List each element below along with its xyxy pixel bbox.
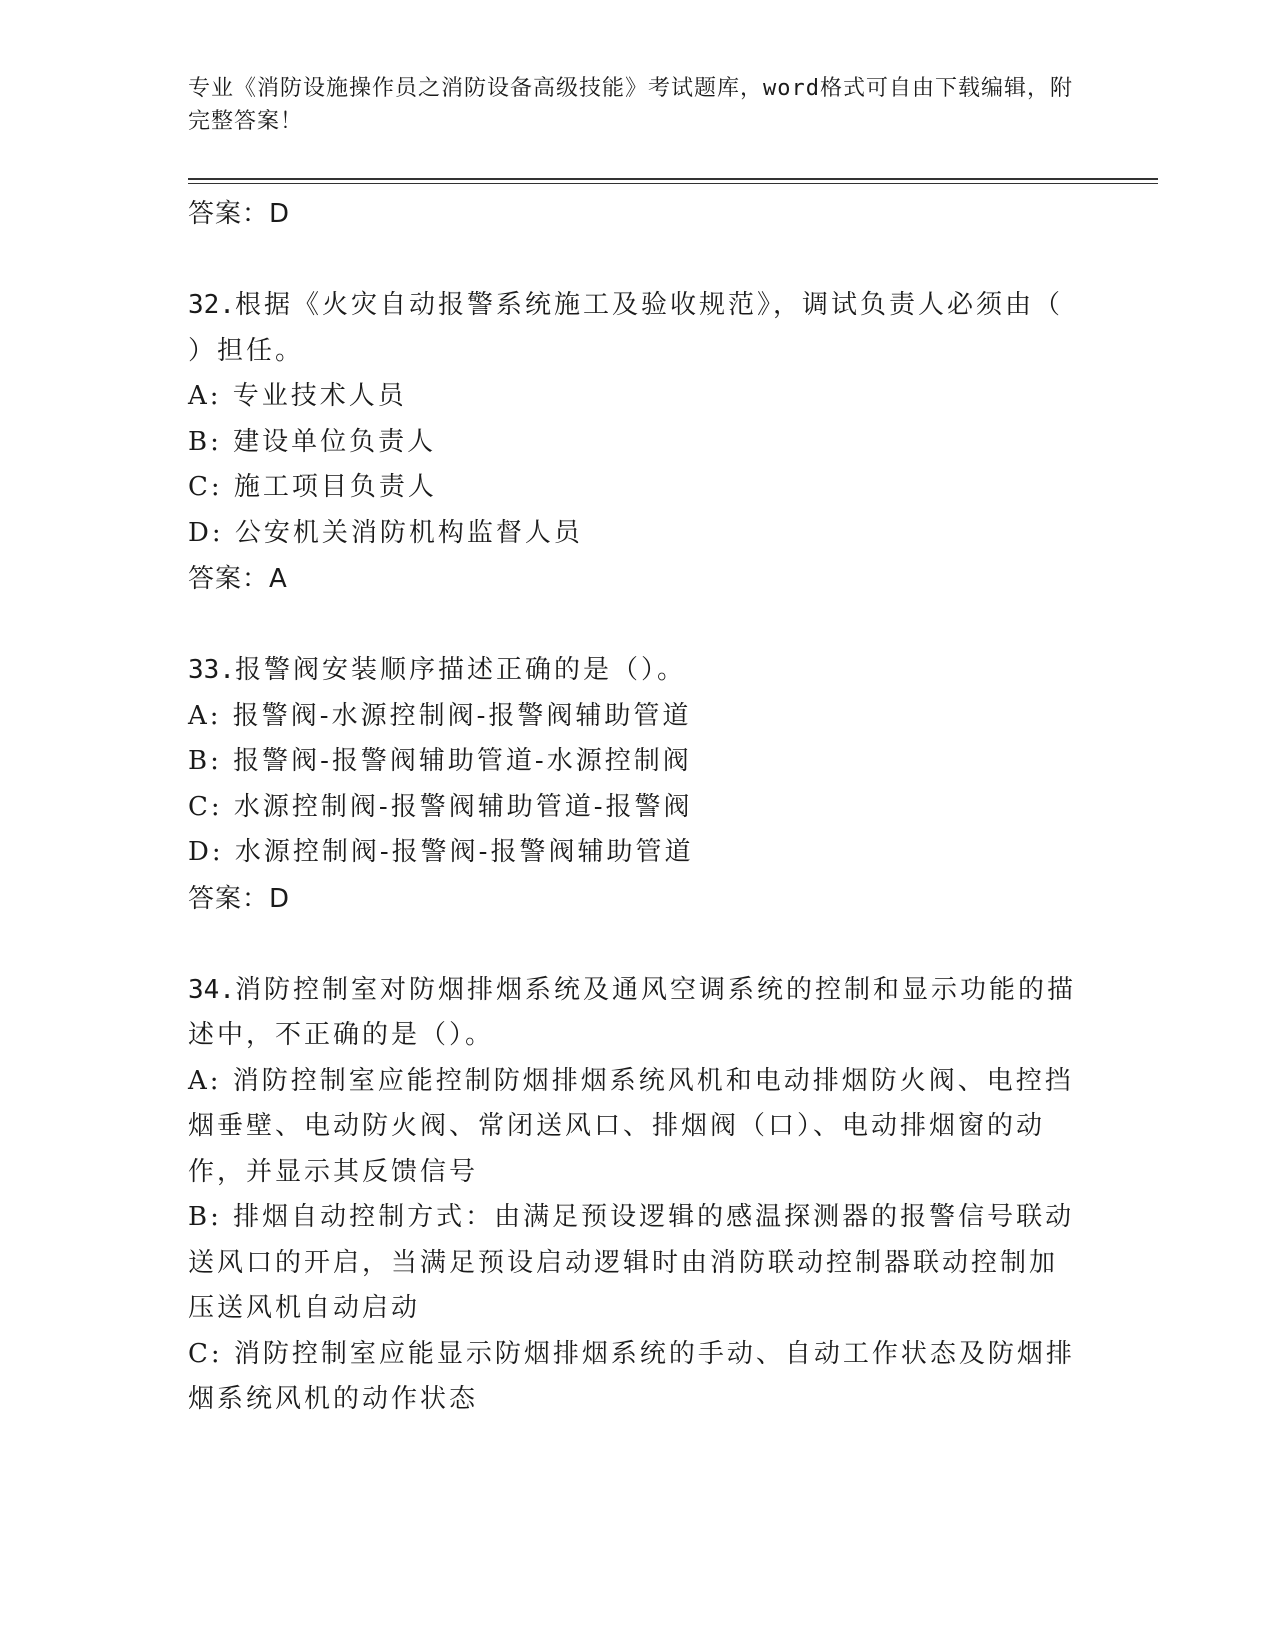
option-b: B: 建设单位负责人 [188,426,437,457]
question-number: 34. [188,974,235,1005]
question-number: 33. [188,655,235,685]
question-text [188,283,1078,374]
question-34 [188,968,1158,1423]
question-32 [188,283,1158,602]
answer-line: 答案：D [188,883,291,914]
option-a: A: 消防控制室应能控制防烟排烟系统风机和电动排烟防火阀、电控挡烟垂壁、电动防火阀、常闭送风口、排烟阀（口）、电动排烟窗的动作，并显示其反馈信号 [188,1065,1074,1187]
question-number: 32. [188,290,235,320]
previous-answer: 答案：D [188,199,291,229]
option-d: D: 水源控制阀-报警阀-报警阀辅助管道 [188,837,694,867]
option-a: A: 报警阀-水源控制阀-报警阀辅助管道 [188,700,692,731]
option-a: A: 专业技术人员 [188,381,407,411]
question-body: 报警阀安装顺序描述正确的是（）。 [234,655,686,685]
option-c: C: 施工项目负责人 [188,472,437,502]
question-33 [188,648,1158,922]
header-divider [188,178,1158,184]
option-b: B: 排烟自动控制方式：由满足预设逻辑的感温探测器的报警信号联动送风口的开启，当满足预设启动逻辑时由消防联动控制器联动控制加压送风机自动启动 [188,1202,1075,1323]
document-page [188,72,1158,1423]
question-body: 消防控制室对防烟排烟系统及通风空调系统的控制和显示功能的描述中，不正确的是（）。 [188,974,1076,1050]
option-c: C: 消防控制室应能显示防烟排烟系统的手动、自动工作状态及防烟排烟系统风机的动作状态 [188,1338,1075,1414]
document-header: 专业《消防设施操作员之消防设备高级技能》考试题库，word格式可自由下载编辑，附完整答案！ [188,76,1073,134]
question-body: 根据《火灾自动报警系统施工及验收规范》，调试负责人必须由（ ）担任。 [188,290,1063,366]
answer-line: 答案：A [188,564,288,594]
question-text [188,648,1078,694]
question-text [188,968,1078,1059]
option-d: D: 公安机关消防机构监督人员 [188,517,583,548]
option-c: C: 水源控制阀-报警阀辅助管道-报警阀 [188,791,693,822]
option-b: B: 报警阀-报警阀辅助管道-水源控制阀 [188,746,692,776]
